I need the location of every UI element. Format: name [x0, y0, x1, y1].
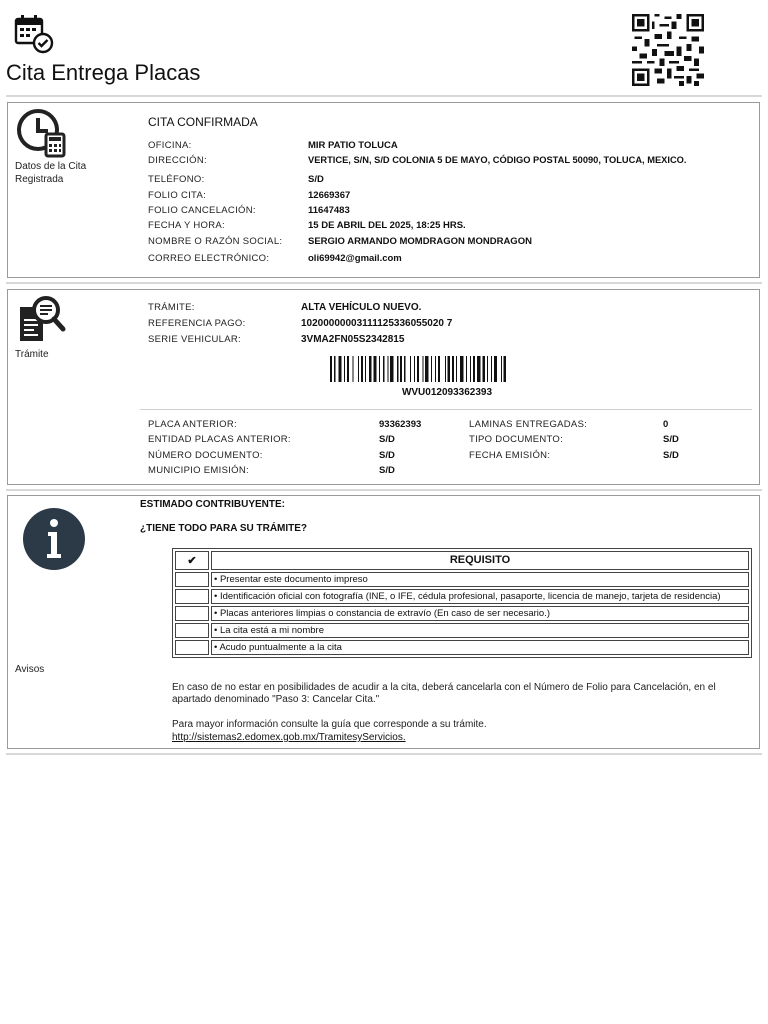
- barcode-bar: [452, 356, 454, 382]
- value-fecha-hora: 15 DE ABRIL DEL 2025, 18:25 HRS.: [308, 220, 466, 231]
- barcode-bar: [431, 356, 432, 382]
- barcode-bar: [347, 356, 349, 382]
- info-icon: [22, 507, 86, 571]
- barcode-bar: [361, 356, 363, 382]
- barcode-bar: [410, 356, 411, 382]
- label-laminas-entregadas: LAMINAS ENTREGADAS:: [469, 419, 588, 430]
- barcode-bar: [358, 356, 359, 382]
- value-tramite: ALTA VEHÍCULO NUEVO.: [301, 302, 422, 313]
- barcode-bar: [483, 356, 485, 382]
- cita-panel: [7, 102, 760, 278]
- barcode-text: WVU012093362393: [401, 387, 493, 398]
- label-direccion: DIRECCIÓN:: [148, 155, 207, 166]
- value-fecha-emision: S/D: [663, 450, 679, 461]
- table-row: [175, 623, 749, 638]
- cita-heading: CITA CONFIRMADA: [148, 115, 258, 129]
- requirement-text: • Presentar este documento impreso: [211, 572, 749, 587]
- document-search-icon: [17, 293, 67, 343]
- label-tipo-documento: TIPO DOCUMENTO:: [469, 434, 564, 445]
- check-cell[interactable]: [175, 589, 209, 604]
- barcode-bar: [404, 356, 405, 382]
- value-laminas-entregadas: 0: [663, 419, 669, 430]
- footer-divider: [6, 753, 762, 755]
- value-telefono: S/D: [308, 174, 324, 185]
- avisos-side-label: Avisos: [15, 664, 45, 675]
- header-divider: [6, 95, 762, 97]
- label-placa-anterior: PLACA ANTERIOR:: [148, 419, 237, 430]
- label-tramite: TRÁMITE:: [148, 302, 195, 313]
- check-cell[interactable]: [175, 623, 209, 638]
- label-folio-cancelacion: FOLIO CANCELACIÓN:: [148, 205, 256, 216]
- requirement-column-header: REQUISITO: [211, 551, 749, 570]
- barcode-bar: [460, 356, 463, 382]
- barcode-bar: [494, 356, 497, 382]
- barcode-bar: [422, 356, 423, 382]
- value-correo: oli69942@gmail.com: [308, 253, 402, 264]
- barcode-bar: [504, 356, 506, 382]
- value-placa-anterior: 93362393: [379, 419, 422, 430]
- label-numero-documento: NÚMERO DOCUMENTO:: [148, 450, 263, 461]
- barcode-bar: [365, 356, 366, 382]
- value-direccion: VERTICE, S/N, S/D COLONIA 5 DE MAYO, CÓDIGO POSTAL 50090, TOLUCA, MEXICO.: [308, 155, 687, 165]
- barcode-bar: [473, 356, 475, 382]
- clock-calculator-icon: [16, 108, 66, 158]
- qr-code-icon: [632, 14, 704, 86]
- tramite-side-label: Trámite: [15, 349, 49, 360]
- value-nombre: SERGIO ARMANDO MOMDRAGON MONDRAGON: [308, 236, 532, 247]
- barcode-bar: [400, 356, 402, 382]
- info-note: Para mayor información consulte la guía que corresponde a su trámite.: [172, 719, 487, 730]
- value-folio-cita: 12669367: [308, 190, 351, 201]
- barcode-bar: [417, 356, 419, 382]
- barcode-bar: [414, 356, 415, 382]
- requirement-text: • La cita está a mi nombre: [211, 623, 749, 638]
- label-correo: CORREO ELECTRÓNICO:: [148, 253, 270, 264]
- label-oficina: OFICINA:: [148, 140, 192, 151]
- tramites-link[interactable]: http://sistemas2.edomex.gob.mx/TramitesyServicios.: [172, 732, 406, 743]
- value-folio-cancelacion: 11647483: [308, 205, 350, 216]
- barcode-bar: [383, 356, 384, 382]
- barcode-bar: [373, 356, 376, 382]
- check-cell[interactable]: [175, 640, 209, 655]
- avisos-question: ¿TIENE TODO PARA SU TRÁMITE?: [140, 523, 308, 534]
- barcode-bar: [352, 356, 353, 382]
- section-divider: [6, 282, 762, 284]
- table-row: [175, 640, 749, 655]
- requirements-table: [172, 548, 752, 658]
- label-fecha-emision: FECHA EMISIÓN:: [469, 450, 551, 461]
- calendar-check-icon: [14, 14, 54, 54]
- label-serie-vehicular: SERIE VEHICULAR:: [148, 334, 241, 345]
- barcode-bar: [330, 356, 332, 382]
- cancel-note: En caso de no estar en posibilidades de acudir a la cita, deberá cancelarla con el Número de Folio para Cancelación, en el apartado denominado "Paso 3: Cancelar Cita.": [172, 682, 716, 705]
- barcode-bar: [338, 356, 341, 382]
- check-cell[interactable]: [175, 572, 209, 587]
- check-column-header: ✔: [175, 551, 209, 570]
- requirement-text: • Placas anteriores limpias o constancia de extravío (En caso de ser necesario.): [211, 606, 749, 621]
- barcode-bar: [379, 356, 380, 382]
- tramite-grid-divider: [140, 409, 752, 410]
- label-folio-cita: FOLIO CITA:: [148, 190, 207, 201]
- avisos-greeting: ESTIMADO CONTRIBUYENTE:: [140, 499, 285, 510]
- barcode-bar: [369, 356, 371, 382]
- requirement-text: • Acudo puntualmente a la cita: [211, 640, 749, 655]
- barcode-bar: [334, 356, 335, 382]
- requirement-text: • Identificación oficial con fotografía (INE, o IFE, cédula profesional, pasaporte, licencia de manejo, tarjeta de residencia): [211, 589, 749, 604]
- barcode-bar: [466, 356, 467, 382]
- value-referencia-pago: 10200000003111125336055020 7: [301, 318, 453, 329]
- barcode: [330, 356, 564, 382]
- barcode-bar: [491, 356, 492, 382]
- barcode-bar: [397, 356, 398, 382]
- value-municipio-emision: S/D: [379, 465, 395, 476]
- barcode-bar: [435, 356, 436, 382]
- value-tipo-documento: S/D: [663, 434, 679, 445]
- value-oficina: MIR PATIO TOLUCA: [308, 140, 398, 151]
- barcode-bar: [445, 356, 446, 382]
- label-fecha-hora: FECHA Y HORA:: [148, 220, 225, 231]
- barcode-bar: [456, 356, 457, 382]
- barcode-bar: [501, 356, 502, 382]
- check-cell[interactable]: [175, 606, 209, 621]
- label-entidad-placas: ENTIDAD PLACAS ANTERIOR:: [148, 434, 291, 445]
- value-serie-vehicular: 3VMA2FN05S2342815: [301, 334, 405, 345]
- barcode-bar: [448, 356, 450, 382]
- page-title: Cita Entrega Placas: [6, 60, 201, 85]
- table-row: [175, 606, 749, 621]
- barcode-bar: [344, 356, 345, 382]
- barcode-bar: [438, 356, 440, 382]
- table-row: [175, 589, 749, 604]
- barcode-bar: [477, 356, 480, 382]
- cita-side-label: Datos de la Cita Registrada: [15, 161, 87, 185]
- label-municipio-emision: MUNICIPIO EMISIÓN:: [148, 465, 249, 476]
- label-telefono: TELÉFONO:: [148, 174, 205, 185]
- section-divider: [6, 489, 762, 491]
- label-nombre: NOMBRE O RAZÓN SOCIAL:: [148, 236, 283, 247]
- barcode-bar: [425, 356, 428, 382]
- value-numero-documento: S/D: [379, 450, 395, 461]
- value-entidad-placas: S/D: [379, 434, 395, 445]
- table-row: [175, 572, 749, 587]
- label-referencia-pago: REFERENCIA PAGO:: [148, 318, 246, 329]
- barcode-bar: [470, 356, 471, 382]
- barcode-bar: [390, 356, 393, 382]
- barcode-bar: [487, 356, 488, 382]
- barcode-bar: [387, 356, 388, 382]
